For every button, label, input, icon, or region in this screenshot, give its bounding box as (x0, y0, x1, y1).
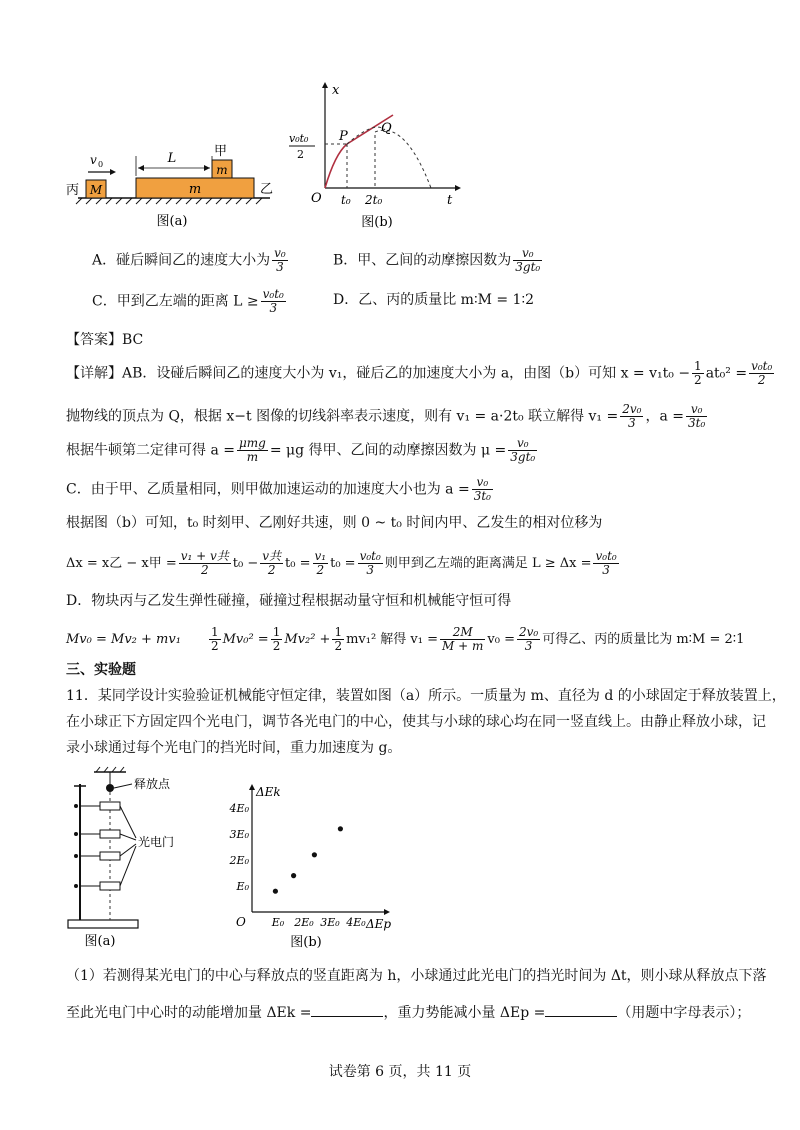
q11-line-3: 录小球通过每个光电门的挡光时间，重力加速度为 g。 (66, 740, 402, 756)
curve-op (325, 144, 347, 188)
figure-a-apparatus (60, 762, 210, 952)
option-A: A．碰后瞬间乙的速度大小为 $\frac{\text{v₀}}{3}$ (92, 246, 286, 274)
y-tick-label: 4E₀ (229, 802, 249, 815)
x-tick-label: 2E₀ (294, 916, 314, 929)
axis-x-label: x (332, 83, 340, 98)
caption-fig2-b: 图(b) (290, 935, 322, 950)
ball (106, 784, 114, 792)
y-tick-label: 3E₀ (229, 828, 249, 841)
section-title: 三、实验题 (66, 662, 136, 678)
detail-line-2: 抛物线的顶点为 Q，根据 x−t 图像的切线斜率表示速度，则有 v₁ = a·2t₀ 联立解得 v₁ = $\frac{\text{2v₀}}{3}$ ，a = $\frac{\text{v₀}}{\text{3t₀}}$ (66, 402, 706, 430)
tick-t0: t₀ (341, 193, 351, 207)
label-v0: v (90, 153, 97, 167)
q11-line-2: 在小球正下方固定四个光电门，调节各光电门的中心，使其与小球的球心均在同一竖直线上。由静止释放小球，记 (66, 714, 766, 730)
y-tick-num: v₀t₀ (289, 132, 309, 145)
label-jia: 甲 (214, 144, 228, 159)
caption-fig-a: 图(a) (156, 214, 188, 229)
label-board-m: m (188, 182, 202, 197)
label-M: M (89, 183, 103, 197)
axis-t-label: t (447, 193, 453, 208)
x-tick-label: 4E₀ (346, 916, 366, 929)
q11-line-1: 11．某同学设计实验验证机械能守恒定律，装置如图（a）所示。一质量为 m、直径为 d 的小球固定于释放装置上， (66, 688, 786, 704)
label-v0-sub: 0 (98, 160, 104, 169)
point-P: P (339, 129, 348, 144)
page-footer: 试卷第 6 页，共 11 页 (328, 1064, 472, 1080)
y-tick-label: 2E₀ (229, 854, 249, 867)
label-photogates: 光电门 (138, 835, 175, 849)
caption-fig2-a: 图(a) (84, 934, 116, 949)
figure-a-collision (60, 140, 290, 235)
option-C: C．甲到乙左端的距离 L ≥ $\frac{\text{v₀t₀}}{3}$ (92, 287, 284, 315)
detail-line-3: 根据牛顿第二定律可得 a = $\frac{\text{μmg}}{m}$ = μg 得甲、乙间的动摩擦因数为 μ = $\frac{\text{v₀}}{\text{3gt₀}}$ (66, 436, 536, 464)
x-tick-label: E₀ (271, 916, 285, 929)
figure-b-xt-graph (285, 80, 465, 235)
q11-sub1-line-1: （1）若测得某光电门的中心与释放点的竖直距离为 h，小球通过此光电门的挡光时间为 Δt，则小球从释放点下落 (66, 968, 767, 984)
data-point (338, 826, 343, 831)
figure-b-scatter-chart (228, 782, 398, 952)
y-tick-label: E₀ (236, 880, 249, 893)
point-Q: Q (381, 121, 392, 136)
detail-line-4: C．由于甲、乙质量相同，则甲做加速运动的加速度大小也为 a = $\frac{\text{v₀}}{\text{3t₀}}$ (66, 475, 491, 503)
origin-O: O (311, 191, 322, 206)
x-tick-label: 3E₀ (320, 916, 340, 929)
data-point (312, 852, 317, 857)
label-m-small: m (216, 163, 228, 177)
answer: 【答案】BC (66, 332, 144, 348)
detail-line-1: 【详解】AB．设碰后瞬间乙的速度大小为 v₁，碰后乙的加速度大小为 a，由图（b）可知 x = v₁t₀ − $\frac{1}{2}$ at₀² = $\frac{\text{v₀t₀}}{2}$ (66, 359, 773, 387)
data-point (273, 889, 278, 894)
label-L: L (167, 151, 177, 166)
detail-line-8: Mv₀ = Mv₂ + mv₁ $\frac{1}{2}$ Mv₀² = $\frac{1}{2}$ Mv₂² + $\frac{1}{2}$ mv₁² 解得 v₁ = $\frac{2M}{M + m}$ v₀ = $\frac{\text{2v₀}}{3}$ 可得乙、丙的质量比为 m∶M = 2∶1 (66, 625, 745, 653)
label-yi: 乙 (260, 182, 274, 197)
q11-sub1-line-2: 至此光电门中心时的动能增加量 ΔEk = ，重力势能减小量 ΔEp = （用题中字母表示）； (66, 1002, 750, 1023)
detail-line-7: D．物块丙与乙发生弹性碰撞，碰撞过程根据动量守恒和机械能守恒可得 (66, 593, 512, 609)
detail-line-5: 根据图（b）可知，t₀ 时刻甲、乙刚好共速，则 0 ~ t₀ 时间内甲、乙发生的相对位移为 (66, 515, 603, 531)
option-B: B．甲、乙间的动摩擦因数为 $\frac{\text{v₀}}{\text{3gt₀}}$ (333, 246, 541, 274)
answer-blank-dEk[interactable] (311, 1002, 383, 1017)
axis-y-label: ΔEk (256, 785, 281, 799)
answer-blank-dEp[interactable] (545, 1002, 617, 1017)
axis-x-label: ΔEp (366, 917, 392, 931)
label-release-point: 释放点 (134, 777, 171, 791)
detail-line-6: Δx = x乙 − x甲 = $\frac{\text{v₁ + v共}}{2}$ t₀ − $\frac{\text{v共}}{2}$ t₀ = $\frac{\text{v₁}}{2}$ t₀ = $\frac{\text{v₀t₀}}{3}$ 则甲到乙左端的距离满足 L ≥ Δx = $\frac{\text{v₀t₀}}{3}$ (66, 549, 617, 577)
caption-fig-b: 图(b) (361, 215, 393, 230)
tick-2t0: 2t₀ (365, 193, 383, 207)
y-tick-den: 2 (297, 148, 304, 161)
option-D: D．乙、丙的质量比 m∶M = 1∶2 (333, 292, 535, 308)
data-point (291, 873, 296, 878)
origin-O: O (236, 915, 246, 929)
label-bing: 丙 (66, 183, 80, 198)
